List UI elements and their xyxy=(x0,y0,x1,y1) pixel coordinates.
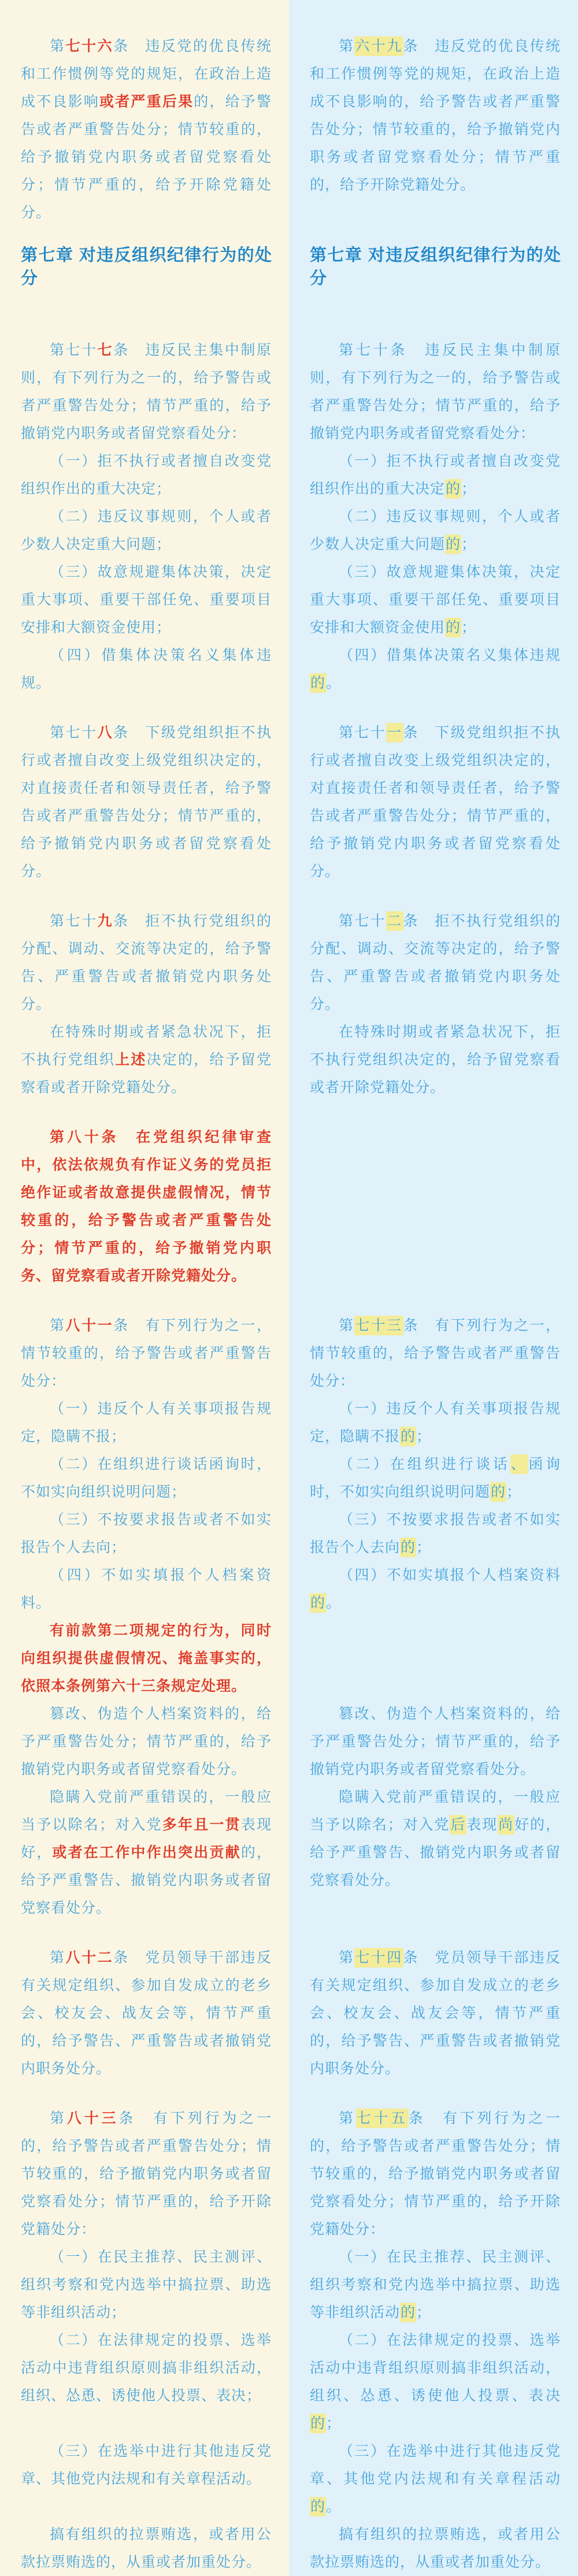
new-version-cell xyxy=(0,885,289,1018)
revision-added-text: 多年且一贯 xyxy=(162,1817,241,1833)
text-run: 条 违反党的优良传统和工作惯例等党的规矩，在政治上造成不良影响的，给予警告或者严重警告处分；情节较重的，给予撤销党内职务或者留党察看处分；情节严重的，给予开除党籍处分。 xyxy=(310,38,561,193)
text-run: ； xyxy=(461,481,477,497)
revision-highlight-text: 的 xyxy=(445,618,461,637)
text-run: 。 xyxy=(326,2499,342,2515)
article-paragraph xyxy=(21,2104,272,2243)
text-run: 第七十 xyxy=(50,342,98,358)
list-item xyxy=(21,2437,272,2493)
comparison-row xyxy=(0,2437,578,2521)
new-version-cell xyxy=(0,1101,289,1290)
article-paragraph xyxy=(310,2104,561,2243)
new-version-cell xyxy=(0,2083,289,2243)
old-version-cell xyxy=(289,447,578,503)
text-run: ； xyxy=(461,536,477,552)
old-version-cell xyxy=(289,1101,578,1290)
text-run: 隐瞒入党前严重错误的，一般应当予以除名；对入党 xyxy=(310,1789,561,1833)
list-item xyxy=(310,1506,561,1561)
text-run: 条 有下列行为之一的，给予警告或者严重警告处分；情节较重的，给予撤销党内职务或者留党察看处分；情节严重的，给予开除党籍处分： xyxy=(21,2110,272,2237)
text-run: （一）在民主推荐、民主测评、组织考察和党内选举中搞拉票、助选等非组织活动 xyxy=(310,2249,561,2321)
text-run: （四）不如实填报个人档案资料。 xyxy=(21,1567,272,1611)
comparison-row xyxy=(0,1922,578,2083)
text-run: （一）拒不执行或者擅自改变党组织作出的重大决定 xyxy=(310,453,561,497)
comparison-row xyxy=(0,314,578,447)
list-item xyxy=(21,1561,272,1617)
text-run: 表现好， xyxy=(21,1817,272,1861)
old-version-cell xyxy=(289,2083,578,2243)
text-run: 条 下级党组织拒不执行或者擅自改变上级党组织决定的，对直接责任者和领导责任者，给予警告或者严重警告处分；情节严重的，给予撤销党内职务或者留党察看处分。 xyxy=(21,725,272,879)
list-item xyxy=(310,558,561,641)
text-run: 在特殊时期或者紧急状况下，拒不执行党组织决定的，给予留党察看或者开除党籍处分。 xyxy=(310,1024,561,1096)
old-version-cell xyxy=(289,1290,578,1395)
paragraph xyxy=(21,2521,272,2576)
text-run: 第 xyxy=(339,2110,356,2126)
comparison-row xyxy=(0,641,578,697)
comparison-row xyxy=(0,2326,578,2437)
revision-highlight-text: 七十四 xyxy=(354,1948,403,1968)
text-run: 第 xyxy=(339,1317,355,1334)
new-version-cell xyxy=(0,1450,289,1506)
text-run: 条 拒不执行党组织的分配、调动、交流等决定的，给予警告、严重警告或者撤销党内职务处分。 xyxy=(21,913,272,1012)
text-run: 条 党员领导干部违反有关规定组织、参加自发成立的老乡会、校友会、战友会等，情节严重的，给予警告、严重警告或者撤销党内职务处分。 xyxy=(21,1950,272,2077)
list-item xyxy=(310,503,561,558)
old-version-cell xyxy=(289,1395,578,1450)
old-version-cell xyxy=(289,2243,578,2326)
list-item xyxy=(310,2437,561,2521)
new-version-cell xyxy=(0,558,289,641)
revision-added-text: 八十一 xyxy=(65,1317,114,1334)
comparison-row xyxy=(0,503,578,558)
list-item xyxy=(310,447,561,503)
article-paragraph xyxy=(310,1312,561,1395)
comparison-row xyxy=(0,2521,578,2576)
article-paragraph xyxy=(310,1944,561,2083)
new-version-cell xyxy=(0,1290,289,1395)
list-item xyxy=(21,558,272,641)
revision-highlight-text: 的 xyxy=(400,2303,416,2322)
text-run: （一）在民主推荐、民主测评、组织考察和党内选举中搞拉票、助选等非组织活动； xyxy=(21,2249,272,2321)
text-run: 条 拒不执行党组织的分配、调动、交流等决定的，给予警告、严重警告或者撤销党内职务处分。 xyxy=(310,913,561,1012)
article-paragraph xyxy=(310,719,561,885)
old-version-cell xyxy=(289,1617,578,1700)
list-item xyxy=(21,2243,272,2326)
list-item xyxy=(310,641,561,697)
comparison-row xyxy=(0,1450,578,1506)
text-run: （一）拒不执行或者擅自改变党组织作出的重大决定； xyxy=(21,453,272,497)
paragraph xyxy=(310,2521,561,2576)
revision-highlight-text: 七十三 xyxy=(354,1316,403,1335)
text-run: （二）在组织进行谈话函询时，不如实向组织说明问题； xyxy=(21,1456,272,1500)
revision-added-text: 或者在工作中作出突出贡献 xyxy=(52,1844,241,1861)
text-run: 函询时，不如实向组织说明问题 xyxy=(310,1456,561,1500)
paragraph xyxy=(310,1018,561,1101)
list-item xyxy=(310,2326,561,2437)
old-version-cell xyxy=(289,2326,578,2437)
text-run: （四）借集体决策名义集体违规。 xyxy=(21,647,272,691)
paragraph xyxy=(21,1617,272,1700)
list-item xyxy=(21,1450,272,1506)
text-run: 。 xyxy=(326,1595,342,1611)
comparison-row xyxy=(0,2083,578,2243)
new-version-cell xyxy=(0,1700,289,1783)
article-paragraph xyxy=(21,1312,272,1395)
text-run: ； xyxy=(416,2304,432,2321)
paragraph xyxy=(21,1700,272,1783)
text-run: 条 下级党组织拒不执行或者擅自改变上级党组织决定的，对直接责任者和领导责任者，给予警告或者严重警告处分；情节严重的，给予撤销党内职务或者留党察看处分。 xyxy=(310,725,561,879)
text-run: 。 xyxy=(326,675,342,691)
article-paragraph xyxy=(310,336,561,447)
paragraph xyxy=(21,1018,272,1101)
comparison-row xyxy=(0,1395,578,1450)
article-paragraph xyxy=(21,1944,272,2083)
text-run: 的，给予严重警告、撤销党内职务或者留党察看处分。 xyxy=(21,1844,272,1916)
comparison-row xyxy=(0,1018,578,1101)
revision-added-text: 第八十条 在党组织纪律审查中，依法依规负有作证义务的党员拒绝作证或者故意提供虚假情况，情节较重的，给予警告或者严重警告处分；情节严重的，给予撤销党内职务、留党察看或者开除党籍处分。 xyxy=(21,1129,272,1284)
text-run: （二）在法律规定的投票、选举活动中违背组织原则搞非组织活动，组织、怂恿、诱使他人投票、表决 xyxy=(310,2332,561,2404)
revision-highlight-text: 的 xyxy=(445,479,461,499)
text-run: 条 党员领导干部违反有关规定组织、参加自发成立的老乡会、校友会、战友会等，情节严重的，给予警告、严重警告或者撤销党内职务处分。 xyxy=(310,1950,561,2077)
revision-added-text: 九 xyxy=(97,913,114,929)
old-version-cell xyxy=(289,1506,578,1561)
paragraph xyxy=(310,1700,561,1783)
old-version-cell xyxy=(289,558,578,641)
text-run: 第七十 xyxy=(339,725,387,741)
text-run: 第 xyxy=(50,2110,67,2126)
article-paragraph xyxy=(21,336,272,447)
revision-added-text: 八 xyxy=(97,725,114,741)
revision-highlight-text: 的 xyxy=(400,1427,416,1446)
comparison-row xyxy=(0,1506,578,1561)
new-version-cell xyxy=(0,697,289,885)
revision-highlight-text: 七十五 xyxy=(356,2109,409,2128)
revision-highlight-text: 的 xyxy=(490,1482,506,1502)
old-version-cell xyxy=(289,1783,578,1922)
old-version-cell xyxy=(289,314,578,447)
revision-highlight-text: 的 xyxy=(310,673,326,693)
revision-added-text: 八十二 xyxy=(65,1950,114,1966)
text-run: （二）在法律规定的投票、选举活动中违背组织原则搞非组织活动，组织、怂恿、诱使他人投票、表决； xyxy=(21,2332,272,2404)
text-run: 决定的，给予留党察看或者开除党籍处分。 xyxy=(21,1052,272,1096)
article-paragraph xyxy=(21,32,272,227)
paragraph xyxy=(310,1783,561,1894)
comparison-row xyxy=(0,1101,578,1290)
comparison-row xyxy=(0,1783,578,1922)
text-run: 好的，给予严重警告、撤销党内职务或者留党察看处分。 xyxy=(310,1817,561,1888)
text-run: ； xyxy=(416,1539,432,1556)
comparison-row xyxy=(0,697,578,885)
comparison-row xyxy=(0,447,578,503)
comparison-row xyxy=(0,1700,578,1783)
text-run: 第七十 xyxy=(50,725,98,741)
text-run: （三）故意规避集体决策，决定重大事项、重要干部任免、重要项目安排和大额资金使用 xyxy=(310,564,561,636)
list-item xyxy=(21,503,272,558)
text-run: 条 违反民主集中制原则，有下列行为之一的，给予警告或者严重警告处分；情节严重的，给予撤销党内职务或者留党察看处分： xyxy=(21,342,272,441)
text-run: 第 xyxy=(50,1317,66,1334)
old-version-cell xyxy=(289,2521,578,2576)
text-run: （四）借集体决策名义集体违规 xyxy=(339,647,561,663)
text-run: 第七十 xyxy=(339,913,387,929)
text-run: 搞有组织的拉票贿选，或者用公款拉票贿选的，从重或者加重处分。 xyxy=(21,2526,272,2570)
text-run: （三）不按要求报告或者不如实报告个人去向 xyxy=(310,1512,561,1556)
text-run: （三）在选举中进行其他违反党章、其他党内法规和有关章程活动。 xyxy=(21,2443,272,2487)
revision-highlight-text: 的 xyxy=(400,1538,416,1557)
article-paragraph xyxy=(310,32,561,199)
text-run: 条 违反党的优良传统和工作惯例等党的规矩，在政治上造成不良影响 xyxy=(21,38,272,110)
revision-added-text: 七 xyxy=(97,342,114,358)
new-version-cell xyxy=(0,1617,289,1700)
new-version-cell xyxy=(0,1018,289,1101)
list-item xyxy=(310,2243,561,2326)
chapter-heading xyxy=(21,244,272,290)
revision-highlight-text: 、 xyxy=(510,1454,529,1474)
old-version-cell xyxy=(289,1450,578,1506)
old-version-cell xyxy=(289,885,578,1018)
new-version-cell xyxy=(0,2437,289,2521)
text-run: 第七十条 违反民主集中制原则，有下列行为之一的，给予警告或者严重警告处分；情节严重的，给予撤销党内职务或者留党察看处分： xyxy=(310,342,561,441)
text-run: 表现 xyxy=(466,1817,498,1833)
comparison-row xyxy=(0,885,578,1018)
old-version-cell xyxy=(289,0,578,227)
revision-highlight-text: 一 xyxy=(386,723,403,743)
text-run: ； xyxy=(461,619,477,636)
text-run: （三）在选举中进行其他违反党章、其他党内法规和有关章程活动 xyxy=(310,2443,561,2487)
list-item xyxy=(310,1561,561,1617)
new-version-cell xyxy=(0,503,289,558)
new-version-cell xyxy=(0,641,289,697)
article-paragraph xyxy=(21,719,272,885)
text-run: 在特殊时期或者紧急状况下，拒不执行党组织 xyxy=(21,1024,272,1068)
text-run: 条 有下列行为之一，情节较重的，给予警告或者严重警告处分： xyxy=(21,1317,272,1389)
text-run: 篡改、伪造个人档案资料的，给予严重警告处分；情节严重的，给予撤销党内职务或者留党察看处分。 xyxy=(21,1706,272,1777)
list-item xyxy=(310,1395,561,1450)
new-version-cell xyxy=(0,1783,289,1922)
text-run: ； xyxy=(326,2415,342,2432)
revision-added-text: 或者严重后果 xyxy=(99,94,194,110)
text-run: 第 xyxy=(339,38,355,54)
text-run: （四）不如实填报个人档案资料 xyxy=(339,1567,561,1583)
revision-highlight-text: 的 xyxy=(310,2497,326,2516)
text-run: （二）在组织进行谈话 xyxy=(339,1456,510,1472)
new-version-cell xyxy=(0,447,289,503)
list-item xyxy=(21,2326,272,2410)
article-paragraph xyxy=(310,907,561,1018)
old-version-cell xyxy=(289,1561,578,1617)
revision-highlight-text: 尚 xyxy=(498,1815,514,1835)
comparison-row xyxy=(0,558,578,641)
text-run: 篡改、伪造个人档案资料的，给予严重警告处分；情节严重的，给予撤销党内职务或者留党察看处分。 xyxy=(310,1706,561,1777)
new-version-cell xyxy=(0,1395,289,1450)
list-item xyxy=(21,1395,272,1450)
new-version-cell xyxy=(0,1506,289,1561)
article-paragraph xyxy=(21,1123,272,1290)
new-version-cell xyxy=(0,2521,289,2576)
list-item xyxy=(21,1506,272,1561)
revision-highlight-text: 六十九 xyxy=(354,36,403,56)
text-run: 条 有下列行为之一，情节较重的，给予警告或者严重警告处分： xyxy=(310,1317,561,1389)
new-version-cell xyxy=(0,0,289,227)
text-run: ； xyxy=(506,1484,522,1500)
text-run: 搞有组织的拉票贿选，或者用公款拉票贿选的，从重或者加重处分。 xyxy=(310,2526,561,2570)
text-run: 第 xyxy=(50,1950,66,1966)
new-version-cell xyxy=(0,314,289,447)
text-run: 第七章 对违反组织纪律行为的处分 xyxy=(310,246,561,288)
text-run: ； xyxy=(416,1428,432,1445)
revision-added-text: 上述 xyxy=(115,1052,147,1068)
new-version-cell xyxy=(0,2243,289,2326)
list-item xyxy=(310,1450,561,1506)
comparison-row xyxy=(0,1617,578,1700)
revision-added-text: 有前款第二项规定的行为，同时向组织提供虚假情况、掩盖事实的，依照本条例第六十三条规定处理。 xyxy=(21,1623,272,1694)
text-run: （三）故意规避集体决策，决定重大事项、重要干部任免、重要项目安排和大额资金使用； xyxy=(21,564,272,636)
text-run: （一）违反个人有关事项报告规定，隐瞒不报 xyxy=(310,1401,561,1445)
revision-highlight-text: 的 xyxy=(310,2414,326,2433)
list-item xyxy=(21,447,272,503)
revision-highlight-text: 后 xyxy=(450,1815,466,1835)
old-version-cell xyxy=(289,641,578,697)
old-version-cell xyxy=(289,1018,578,1101)
comparison-row xyxy=(0,227,578,314)
text-run: 隐瞒入党前严重错误的，一般应当予以除名；对入党 xyxy=(21,1789,272,1833)
text-run: （三）不按要求报告或者不如实报告个人去向； xyxy=(21,1512,272,1556)
paragraph xyxy=(21,1783,272,1922)
comparison-row xyxy=(0,1290,578,1395)
old-version-cell xyxy=(289,1700,578,1783)
revision-added-text: 七十六 xyxy=(65,38,114,54)
new-version-cell xyxy=(0,2326,289,2437)
article-paragraph xyxy=(21,907,272,1018)
old-version-cell xyxy=(289,2437,578,2521)
revision-highlight-text: 的 xyxy=(310,1593,326,1613)
new-version-cell xyxy=(0,1561,289,1617)
text-run: 第七章 对违反组织纪律行为的处分 xyxy=(21,246,272,288)
text-run: 的，给予警告或者严重警告处分；情节较重的，给予撤销党内职务或者留党察看处分；情节严重的，给予开除党籍处分。 xyxy=(21,94,272,221)
text-run: （二）违反议事规则，个人或者少数人决定重大问题 xyxy=(310,508,561,552)
text-run: 条 有下列行为之一的，给予警告或者严重警告处分；情节较重的，给予撤销党内职务或者留党察看处分；情节严重的，给予开除党籍处分： xyxy=(310,2110,561,2237)
comparison-row xyxy=(0,2243,578,2326)
text-run: 第七十 xyxy=(50,913,98,929)
old-version-cell xyxy=(289,227,578,314)
old-version-cell xyxy=(289,1922,578,2083)
old-version-cell xyxy=(289,503,578,558)
new-version-cell xyxy=(0,227,289,314)
comparison-row xyxy=(0,0,578,227)
comparison-row xyxy=(0,1561,578,1617)
text-run: 第 xyxy=(339,1950,355,1966)
old-version-cell xyxy=(289,697,578,885)
revision-added-text: 八十三 xyxy=(66,2110,119,2126)
revision-highlight-text: 二 xyxy=(386,911,403,931)
text-run: （一）违反个人有关事项报告规定，隐瞒不报； xyxy=(21,1401,272,1445)
new-version-cell xyxy=(0,1922,289,2083)
chapter-heading xyxy=(310,244,561,290)
text-run: 第 xyxy=(50,38,66,54)
text-run: （二）违反议事规则，个人或者少数人决定重大问题； xyxy=(21,508,272,552)
list-item xyxy=(21,641,272,697)
revision-highlight-text: 的 xyxy=(445,534,461,554)
